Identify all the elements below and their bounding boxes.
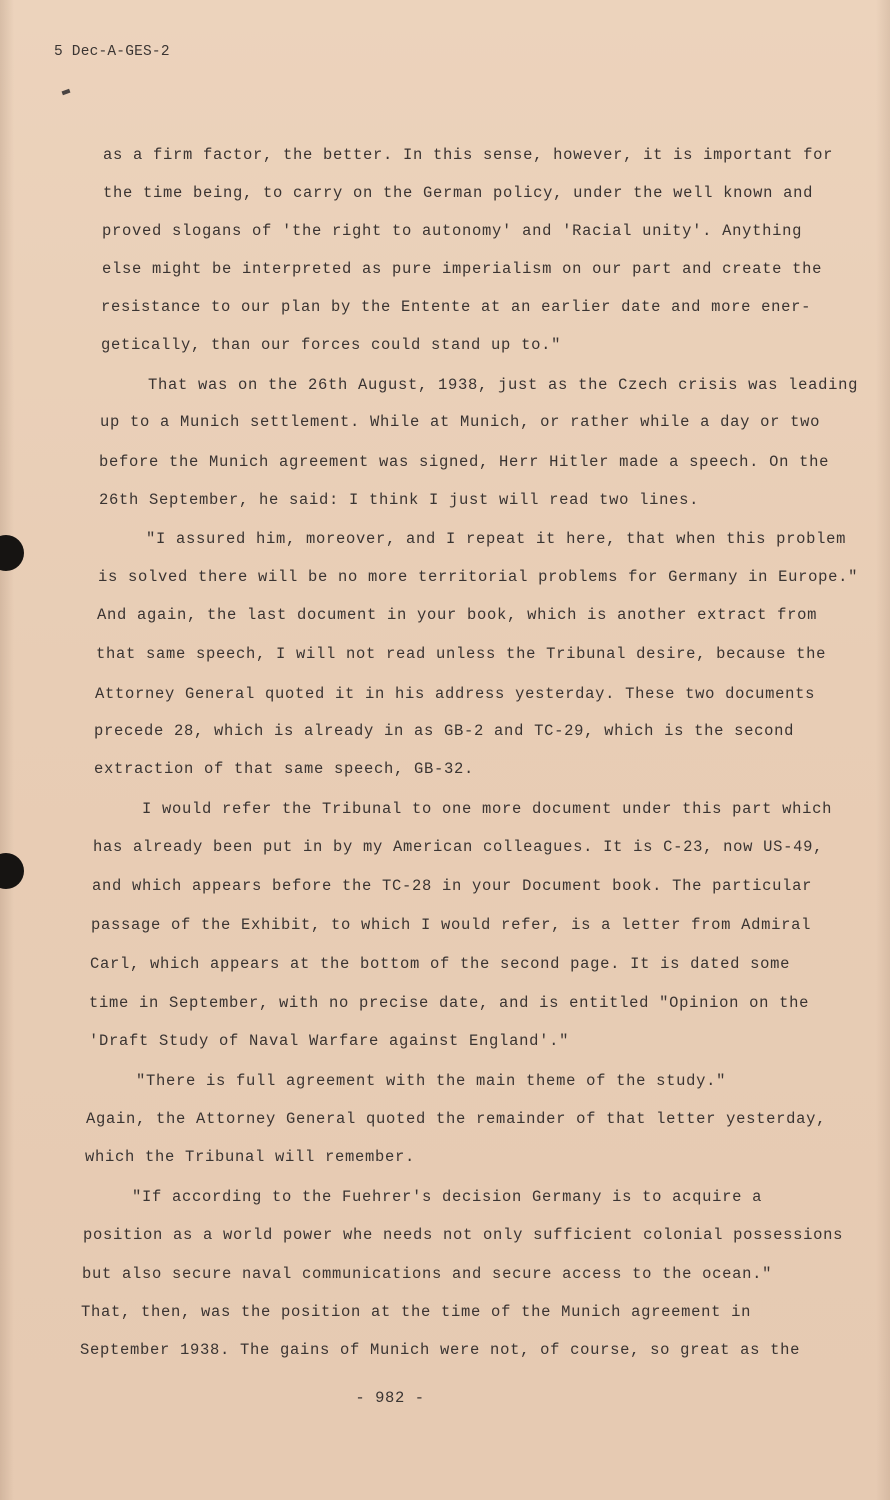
text-line: that same speech, I will not read unless the Tribunal desire, because the	[96, 645, 827, 663]
punch-hole-top	[0, 535, 24, 571]
text-line: That was on the 26th August, 1938, just as the Czech crisis was leading	[148, 376, 859, 394]
text-line: and which appears before the TC-28 in your Document book. The particular	[92, 877, 813, 895]
text-line: passage of the Exhibit, to which I would refer, is a letter from Admiral	[91, 916, 812, 934]
text-line: "There is full agreement with the main theme of the study."	[136, 1072, 727, 1090]
text-line: That, then, was the position at the time of the Munich agreement in	[81, 1303, 752, 1321]
text-line: which the Tribunal will remember.	[85, 1148, 416, 1166]
text-line: else might be interpreted as pure imperialism on our part and create the	[102, 260, 823, 278]
text-line: Again, the Attorney General quoted the remainder of that letter yesterday,	[86, 1110, 827, 1128]
right-edge-shadow	[876, 0, 890, 1500]
text-line: extraction of that same speech, GB-32.	[94, 760, 475, 778]
punch-hole-bottom	[0, 853, 24, 889]
text-line: as a firm factor, the better. In this sense, however, it is important for	[103, 146, 834, 164]
text-line: up to a Munich settlement. While at Munich, or rather while a day or two	[100, 413, 821, 431]
page-number: - 982 -	[355, 1389, 425, 1407]
text-line: resistance to our plan by the Entente at an earlier date and more ener-	[101, 298, 812, 316]
text-line: is solved there will be no more territorial problems for Germany in Europe."	[98, 568, 859, 586]
text-line: Attorney General quoted it in his address yesterday. These two documents	[95, 685, 816, 703]
text-line: before the Munich agreement was signed, Herr Hitler made a speech. On the	[99, 453, 830, 471]
text-line: I would refer the Tribunal to one more document under this part which	[142, 800, 833, 818]
text-line: position as a world power whe needs not only sufficient colonial possessions	[83, 1226, 844, 1244]
text-line: has already been put in by my American colleagues. It is C-23, now US-49,	[93, 838, 824, 856]
text-line: proved slogans of 'the right to autonomy' and 'Racial unity'. Anything	[102, 222, 803, 240]
text-line: "If according to the Fuehrer's decision Germany is to acquire a	[132, 1188, 763, 1206]
text-line: Carl, which appears at the bottom of the second page. It is dated some	[90, 955, 791, 973]
text-line: precede 28, which is already in as GB-2 and TC-29, which is the second	[94, 722, 795, 740]
text-line: the time being, to carry on the German policy, under the well known and	[103, 184, 814, 202]
left-edge-shadow	[0, 0, 14, 1500]
text-line: "I assured him, moreover, and I repeat it here, that when this problem	[146, 530, 847, 548]
text-line: September 1938. The gains of Munich were not, of course, so great as the	[80, 1341, 801, 1359]
text-line: time in September, with no precise date, and is entitled "Opinion on the	[89, 994, 810, 1012]
text-line: getically, than our forces could stand up to."	[101, 336, 562, 354]
ink-mark	[62, 89, 71, 95]
text-line: 'Draft Study of Naval Warfare against England'."	[89, 1032, 570, 1050]
text-line: And again, the last document in your book, which is another extract from	[97, 606, 818, 624]
document-id: 5 Dec-A-GES-2	[54, 44, 170, 60]
text-line: 26th September, he said: I think I just will read two lines.	[99, 491, 700, 509]
text-line: but also secure naval communications and secure access to the ocean."	[82, 1265, 773, 1283]
